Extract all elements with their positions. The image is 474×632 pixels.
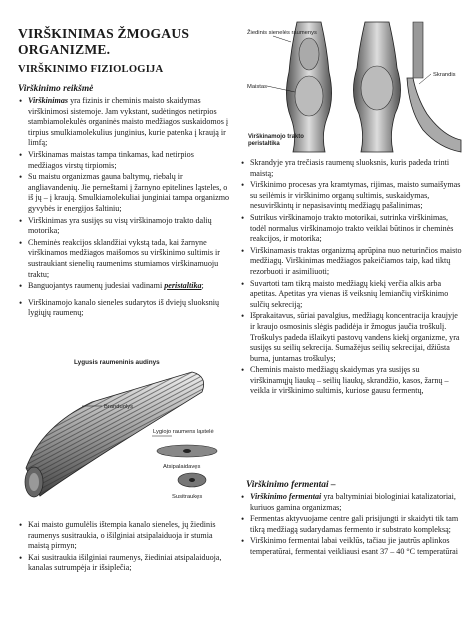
list-item: • Virškinimo procesas yra kramtymas, rijimas, maisto sumaišymas su seilėmis ir virškinimo organų sultimis, suskaidymas, nesuvirškintų ir nepasisavintų medžiagų pašalinimas;	[240, 180, 462, 212]
label-branduolys: Branduolys	[104, 404, 134, 410]
list-item: • Skrandyje yra trečiasis raumenų sluoksnis, kuris padeda trinti maistą;	[240, 158, 462, 179]
list-item: • Išprakaitavus, sūriai pavalgius, medžiagų koncentracija kraujyje ir kraujo osmosinis slėgis padidėja ir žmogus jaučia troškulį. Troškulys padeda išlaikyti pastovų vandens kiekį organizme, yra susijęs su seilių sekrecija. Sumažėjus seilių sekrecijai, džiūsta burna, juntamas troškulys;	[240, 311, 462, 364]
list-item: • Suvartoti tam tikrą maisto medžiagų kiekį verčia alkis arba apetitas. Apetitas yra vienas iš veiksnių lemiančių virškinimo sulčių sekreciją;	[240, 279, 462, 311]
list-item: • Virškinamojo kanalo sieneles sudarytos iš dviejų sluoksnių lygiųjų raumenų;	[18, 298, 230, 319]
page-title: VIRŠKINIMAS ŽMOGAUS ORGANIZME.	[18, 26, 190, 57]
list-item: • Virškinamasis traktas organizmą aprūpina nuo neturinčios maisto medžiagų. Virškinimas medžiagos pakeičiamos taip, kad tiktų rezorbuoti ir asimiliuoti;	[240, 246, 462, 278]
list-item: • Kai maisto gumulėlis ištempia kanalo sieneles, jų žiedinis raumenys susitraukia, o išilginiai atsipalaiduoja ir stumia maistą pirmyn;	[18, 520, 230, 552]
label-maistas: Maistas	[247, 84, 267, 90]
list-item: • Virškinimo fermentai labai veiklūs, tačiau jie jautrūs aplinkos temperatūrai, fermentai veikliausi esant 37 – 40 °C temperatūrai	[240, 536, 462, 557]
page-subtitle: VIRŠKINIMO FIZIOLOGIJA	[18, 64, 164, 75]
figure-tract-caption: Virškinamojo trakto peristaltika	[248, 134, 304, 147]
list-item: • Sutrikus virškinamojo trakto motorikai, sutrinka virškinimas, todėl normalus virškinamojo trakto veiklai būtinos ir cheminės reakcijos, ir motorika;	[240, 213, 462, 245]
list-item: • Virškinimas yra fizinis ir cheminis maisto skaidymas virškinimosi sistemoje. Jam vykstant, sudėtingos netirpios stambiamolekulės organinės maisto medžiagos suskaidomos į tirpius smulkiamolekulius junginius, kurie patenka į kraują ir limfą;	[18, 96, 230, 149]
list-item: • Su maistu organizmas gauna baltymų, riebalų ir angliavandenių. Jie perneštami į žarnyno epitelines ląsteles, o iš jų – į kraują. Smulkiamolekuliai junginiai tampa organizmo gyvybės ir energijos šaltiniu;	[18, 172, 230, 214]
label-ziedinis-1: Žiedinis sienelės raumenys	[247, 30, 317, 36]
section-heading-fermentai: Virškinimo fermentai –	[246, 480, 336, 490]
figure-muscle-title: Lygusis raumeninis audinys	[74, 359, 160, 366]
list-item: • Banguojantys raumenų judesiai vadinami peristaltika;	[18, 281, 230, 292]
list-item: • Cheminis maisto medžiagų skaidymas yra susijęs su virškinamųjų liaukų – seilių liaukų, skrandžio, kasos, žarnų – veikla ir virškinimo sultimis, kuriose gausu fermentų,	[240, 365, 462, 397]
list-item: • Virškinimo fermentai yra baltyminiai biologiniai katalizatoriai, kuriuos gamina organizmas;	[240, 492, 462, 513]
list-item: • Fermentas aktyvuojame centre gali prisijungti ir skaidyti tik tam tikrą medžiagą sudarydamas fermento ir substrato kompleksą;	[240, 514, 462, 535]
label-susitrauktes: Susitraukęs	[172, 494, 203, 500]
section-heading-reiksme: Virškinimo reikšmė	[18, 84, 94, 94]
label-atsipalaidaves: Atsipalaidavęs	[163, 464, 201, 470]
smooth-muscle-figure	[22, 356, 232, 516]
label-lygiojo: Lygiojo raumens ląstelė	[153, 429, 214, 435]
list-item: • Cheminės reakcijos sklandžiai vykstą tada, kai žarnyne virškinamos medžiagos maišomos su virškinimo sultimis ir sustraukiant sienelių raumenims stumiamos virškinamuoju traktu;	[18, 238, 230, 280]
list-item: • Virškinimas yra susijęs su visų virškinamojo trakto dalių motorika;	[18, 216, 230, 237]
list-item: • Virškinamas maistas tampa tinkamas, kad netirpios medžiagos virstų tirpiomis;	[18, 150, 230, 171]
section2-list	[240, 158, 462, 398]
list-item: • Kai susitraukia išilginiai raumenys, žiediniai atsipalaiduoja, kanalas sutrumpėja ir išsiplečia;	[18, 553, 230, 574]
section1b-list	[18, 520, 230, 575]
section3-list	[240, 492, 462, 559]
label-skrandis: Skrandis	[433, 72, 456, 78]
section1-list	[18, 96, 230, 320]
